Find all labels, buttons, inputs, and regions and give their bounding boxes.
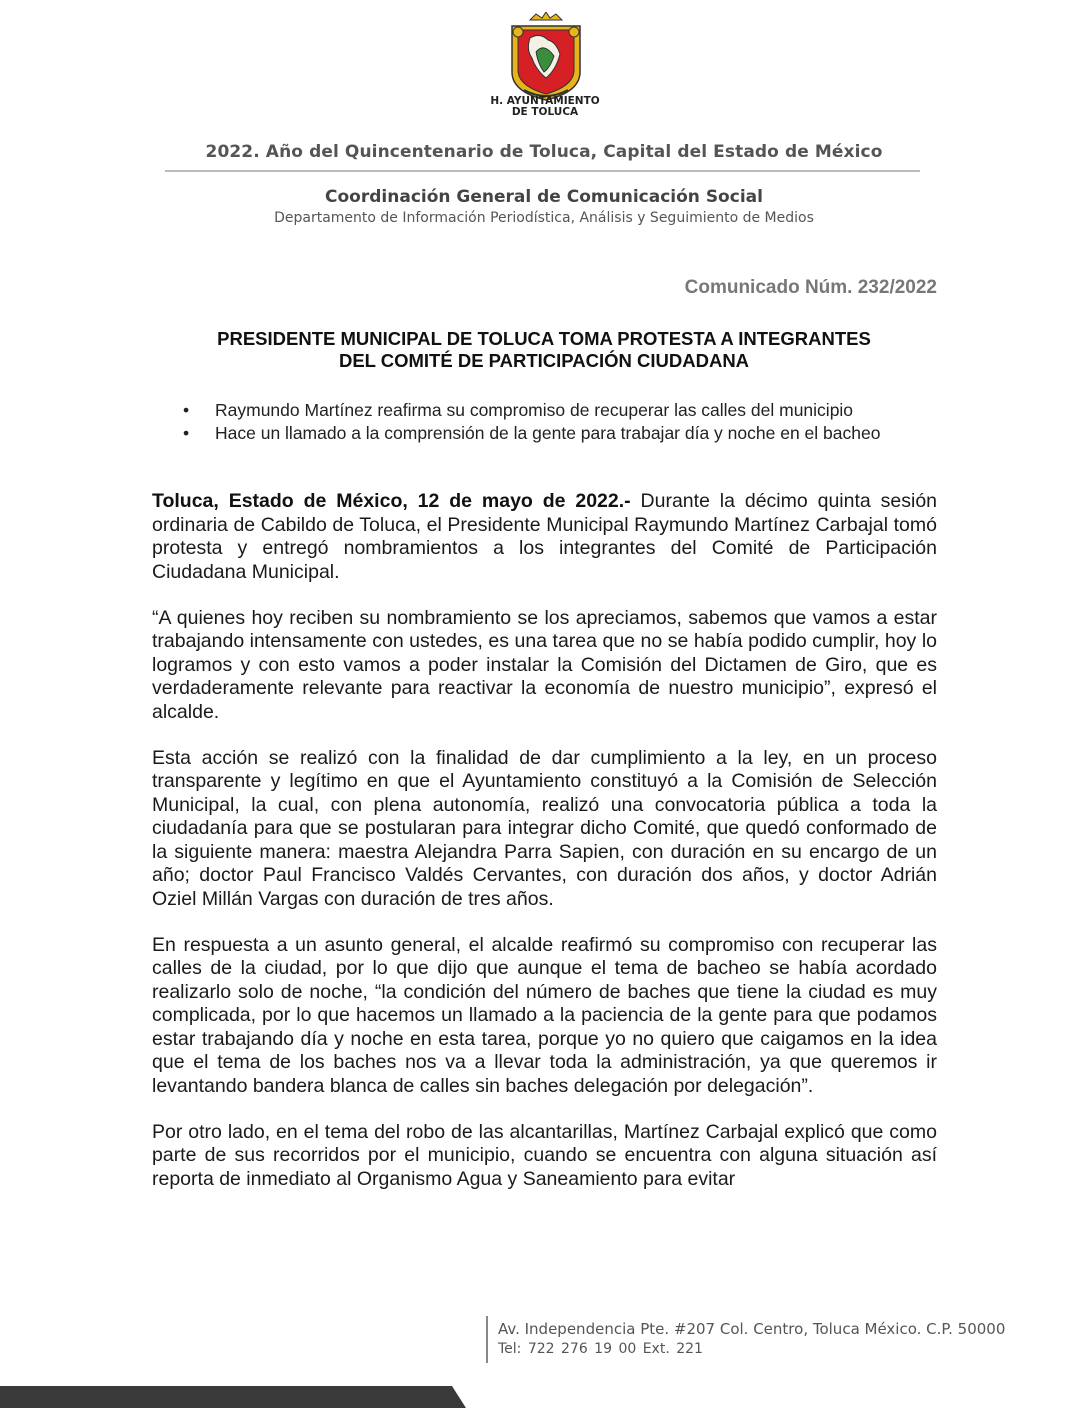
- press-release-headline: [152, 328, 936, 372]
- list-item: [152, 422, 912, 445]
- bullet-icon: •: [183, 423, 190, 443]
- paragraph-3: Esta acción se realizó con la finalidad de dar cumplimiento a la ley, en un proceso transparente y legítimo en que el Ayuntamiento constituyó a la Comisión de Selección Municipal, la cual, con plena autonomía, realizó una convocatoria pública a toda la ciudadanía para que se postularan para integrar dicho Comité, que quedó conformado de la siguiente manera: maestra Alejandra Parra Sapien, con duración en su encargo de un año; doctor Paul Francisco Valdés Cervantes, con duración dos años, y doctor Adrián Oziel Millán Vargas con duración de tres años.: [152, 746, 937, 910]
- year-banner: 2022. Año del Quincentenario de Toluca, Capital del Estado de México: [205, 142, 883, 162]
- paragraph-1: [152, 490, 937, 584]
- logo-caption-line2: DE TOLUCA: [511, 106, 579, 118]
- paragraph-5: Por otro lado, en el tema del robo de las alcantarillas, Martínez Carbajal explicó que como parte de sus recorridos por el municipio, cuando se encuentra con alguna situación así reporta de inmediato al Organismo Agua y Saneamiento para evitar: [152, 1120, 937, 1190]
- list-item: [152, 399, 912, 422]
- department-subtitle: Departamento de Información Periodística, Análisis y Seguimiento de Medios: [274, 210, 814, 226]
- footer-divider: [486, 1316, 488, 1363]
- article-body: [152, 490, 937, 1214]
- bullet-text: Hace un llamado a la comprensión de la gente para trabajar día y noche en el bacheo: [215, 423, 881, 443]
- headline-line1: PRESIDENTE MUNICIPAL DE TOLUCA TOMA PROTESTA A INTEGRANTES: [217, 328, 871, 349]
- bullet-icon: •: [183, 400, 190, 420]
- headline-line2: DEL COMITÉ DE PARTICIPACIÓN CIUDADANA: [338, 350, 750, 371]
- footer-decorative-bar: [0, 1386, 1088, 1408]
- bullet-text: Raymundo Martínez reafirma su compromiso de recuperar las calles del municipio: [215, 400, 854, 420]
- logo-caption: [470, 96, 620, 118]
- paragraph-4: En respuesta a un asunto general, el alcalde reafirmó su compromiso con recuperar las calles de la ciudad, por lo que dijo que aunque el tema de bacheo se había acordado realizarlo solo de noche, “la condición del número de baches que tiene la ciudad es muy complicada, por lo que hacemos un llamado a la paciencia de la gente para que podamos estar trabajando día y noche en esta tarea, porque yo no quiero que caigamos en la idea que el tema de los baches nos va a llevar toda la administración, ya que queremos ir levantando bandera blanca de calles sin baches delegación por delegación”.: [152, 933, 937, 1097]
- paragraph-2: “A quienes hoy reciben su nombramiento se los apreciamos, sabemos que vamos a estar trabajando intensamente con ustedes, es una tarea que no se había podido cumplir, hoy lo logramos y con esto vamos a poder instalar la Comisión del Dictamen de Giro, que es verdaderamente relevante para reactivar la economía de nuestro municipio”, expresó el alcalde.: [152, 606, 937, 723]
- dateline: Toluca, Estado de México, 12 de mayo de 2022.-: [152, 490, 631, 512]
- communique-number: Comunicado Núm. 232/2022: [684, 277, 937, 298]
- paragraph-1-text: Durante la décimo quinta sesión ordinaria de Cabildo de Toluca, el Presidente Municipal Raymundo Martínez Carbajal tomó protesta y entregó nombramientos a los integrantes del Comité de Participación Ciudadana Municipal.: [152, 490, 938, 583]
- footer-address: Av. Independencia Pte. #207 Col. Centro, Toluca México. C.P. 50000: [498, 1320, 1006, 1338]
- coordination-title: Coordinación General de Comunicación Social: [325, 187, 763, 207]
- logo-caption-line1: H. AYUNTAMIENTO: [490, 95, 600, 107]
- header-divider: [165, 170, 920, 172]
- summary-bullet-list: [152, 399, 912, 445]
- footer-phone: Tel: 722 276 19 00 Ext. 221: [498, 1341, 703, 1357]
